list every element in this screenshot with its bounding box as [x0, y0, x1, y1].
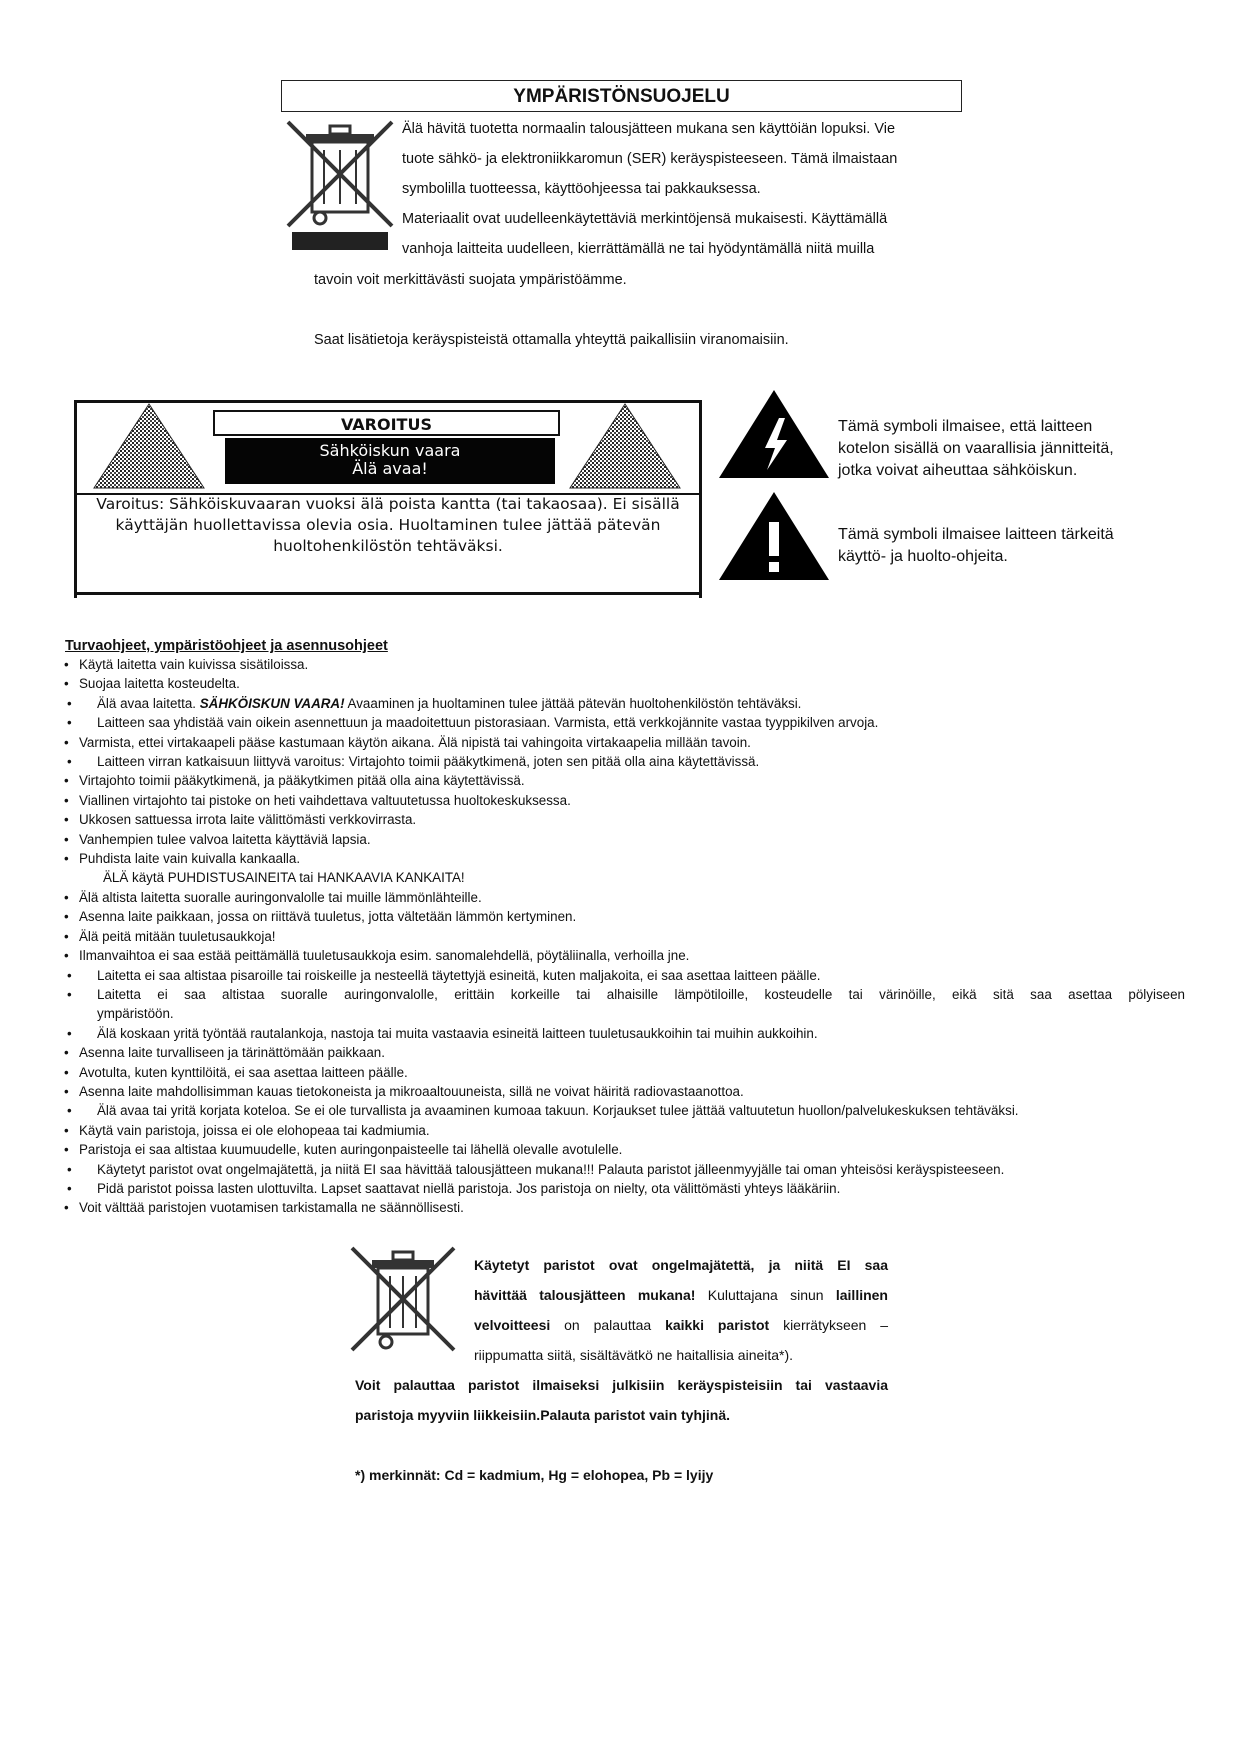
hazard-triangle-right-icon [568, 402, 682, 490]
battery-info-block [474, 1250, 888, 1370]
battery-line-2c: laillinen [835, 1287, 888, 1303]
safety-item: • Voit välttää paristojen vuotamisen tarkistamalla ne säännöllisesti. [63, 1198, 1185, 1217]
environment-more-info: Saat lisätietoja keräyspisteistä ottamalla yhteyttä paikallisiin viranomaisiin. [314, 332, 789, 348]
warning-shock-text: Sähköiskun vaara [319, 441, 461, 460]
lightning-symbol-line: kotelon sisällä on vaarallisia jännitteitä, [838, 440, 1114, 457]
safety-item-text: Älä avaa laitetta. [97, 695, 200, 711]
exclamation-warning-icon [717, 490, 831, 582]
safety-item: • Ukkosen sattuessa irrota laite välittömästi verkkovirrasta. [63, 810, 1185, 829]
safety-item-emphasis: SÄHKÖISKUN VAARA! [199, 695, 345, 711]
safety-item: • Älä koskaan yritä työntää rautalankoja, nastoja tai muita vastaavia esineitä laitteen tuuletusaukkoihin tai muihin aukkoihin. [63, 1024, 1185, 1043]
battery-note: *) merkinnät: Cd = kadmium, Hg = elohopea, Pb = lyijy [355, 1467, 714, 1483]
warning-text: Varoitus: Sähköiskuvaaran vuoksi älä poista kantta (tai takaosaa). Ei sisällä käyttäjän huollettavissa olevia osia. Huoltaminen tulee jättää pätevän huoltohenkilöstön tehtäväksi. [96, 495, 680, 555]
lightning-symbol-text [838, 416, 1114, 482]
safety-item: • Älä peitä mitään tuuletusaukkoja! [63, 927, 1185, 946]
warning-shock-block [225, 438, 555, 484]
safety-heading: Turvaohjeet, ympäristöohjeet ja asennusohjeet [65, 638, 388, 654]
lightning-symbol-line: jotka voivat aiheuttaa sähköiskun. [838, 462, 1078, 479]
safety-item: • Pidä paristot poissa lasten ulottuvilta. Lapset saattavat niellä paristoja. Jos paristoja on nielty, ota välittömästi yhteys lääkäriin. [63, 1179, 1185, 1198]
battery-line-3a: velvoitteesi [474, 1317, 551, 1333]
safety-item: • Käytä vain paristoja, joissa ei ole elohopeaa tai kadmiumia. [63, 1121, 1185, 1140]
safety-item: • Avotulta, kuten kynttilöitä, ei saa asettaa laitteen päälle. [63, 1063, 1185, 1082]
safety-item: • Virtajohto toimii pääkytkimenä, ja pääkytkimen pitää olla aina käytettävissä. [63, 771, 1185, 790]
battery-return-block [355, 1370, 888, 1430]
environment-text-line: vanhoja laitteita uudelleen, kierrättämällä ne tai hyödyntämällä niitä muilla [402, 241, 875, 257]
exclamation-symbol-line: käyttö- ja huolto-ohjeita. [838, 548, 1008, 565]
safety-item: • Suojaa laitetta kosteudelta. [63, 674, 1185, 693]
safety-item: ÄLÄ käytä PUHDISTUSAINEITA tai HANKAAVIA KANKAITA! [103, 870, 465, 886]
battery-line-4: riippumatta siitä, sisältävätkö ne haitallisia aineita*). [474, 1347, 794, 1363]
hazard-triangle-left-icon [92, 402, 206, 490]
battery-line-3b: on palauttaa [550, 1317, 666, 1333]
safety-item: • Asenna laite turvalliseen ja tärinättömään paikkaan. [63, 1043, 1185, 1062]
safety-list [63, 655, 1185, 1218]
environment-text-line: Materiaalit ovat uudelleenkäytettäviä merkintöjensä mukaisesti. Käyttämällä [402, 211, 888, 227]
warning-label-bottom-border [74, 592, 702, 595]
battery-line-6: paristoja myyviin liikkeisiin.Palauta paristot vain tyhjinä. [355, 1407, 731, 1423]
environment-title: YMPÄRISTÖNSUOJELU [281, 80, 962, 112]
safety-item: • Älä avaa tai yritä korjata koteloa. Se ei ole turvallista ja avaaminen kumoaa takuun. Korjaukset tulee jättää valtuutetun huollon/palvelukeskuksen tehtäväksi. [63, 1101, 1185, 1120]
safety-item: • Älä altista laitetta suoralle auringonvalolle tai muille lämmönlähteille. [63, 888, 1185, 907]
safety-item: • Laitetta ei saa altistaa suoralle auringonvalolle, erittäin korkeille tai alhaisille lämpötiloille, kosteudelle tai värinöille, eikä sitä saa asettaa pölyiseen [63, 985, 1185, 1004]
safety-item: • Laitetta ei saa altistaa pisaroille tai roiskeille ja nesteellä täytettyjä esineitä, kuten maljakoita, ei saa asettaa laitteen päälle. [63, 966, 1185, 985]
battery-line-3c: kaikki paristot [665, 1317, 770, 1333]
battery-line-3d: kierrätykseen – [769, 1317, 888, 1333]
lightning-symbol-line: Tämä symboli ilmaisee, että laitteen [838, 418, 1093, 435]
warning-do-not-open: Älä avaa! [352, 459, 428, 478]
safety-item: • Puhdista laite vain kuivalla kankaalla. [63, 849, 1185, 868]
safety-item: • Vanhempien tulee valvoa laitetta käyttäviä lapsia. [63, 830, 1185, 849]
safety-item: • Varmista, ettei virtakaapeli pääse kastumaan käytön aikana. Älä nipistä tai vahingoita virtakaapelia millään tavoin. [63, 733, 1185, 752]
safety-item-continuation: ympäristöön. [97, 1006, 174, 1022]
safety-item: • Laitteen virran katkaisuun liittyvä varoitus: Virtajohto toimii pääkytkimenä, joten sen pitää olla aina käytettävissä. [63, 752, 1185, 771]
battery-line-2b: Kuluttajana sinun [695, 1287, 836, 1303]
safety-item: • Viallinen virtajohto tai pistoke on heti vaihdettava valtuutetussa huoltokeskuksessa. [63, 791, 1185, 810]
safety-item [63, 694, 1185, 713]
safety-item: • Ilmanvaihtoa ei saa estää peittämällä tuuletusaukkoja esim. sanomalehdellä, pöytäliinalla, verhoilla jne. [63, 946, 1185, 965]
safety-item: • Käytä laitetta vain kuivissa sisätiloissa. [63, 655, 1185, 674]
safety-item: • Paristoja ei saa altistaa kuumuudelle, kuten auringonpaisteelle tai lähellä olevalle avotulelle. [63, 1140, 1185, 1159]
exclamation-symbol-text [838, 524, 1114, 568]
safety-item: • Laitteen saa yhdistää vain oikein asennettuun ja maadoitettuun pistorasiaan. Varmista, että verkkojännite vastaa tyyppikilven arvoja. [63, 713, 1185, 732]
safety-item: • Asenna laite paikkaan, jossa on riittävä tuuletus, jotta vältetään lämmön kertyminen. [63, 907, 1185, 926]
battery-bin-icon [348, 1244, 458, 1354]
environment-text-line: Älä hävitä tuotetta normaalin talousjätteen mukana sen käyttöiän lopuksi. Vie [402, 121, 896, 137]
safety-item: • Asenna laite mahdollisimman kauas tietokoneista ja mikroaaltouuneista, sillä ne voivat häiritä radiovastaanottoa. [63, 1082, 1185, 1101]
battery-line-5: Voit palauttaa paristot ilmaiseksi julkisiin keräyspisteisiin tai vastaavia [355, 1377, 888, 1393]
battery-line-2a: hävittää talousjätteen mukana! [474, 1287, 696, 1303]
environment-text-line: tavoin voit merkittävästi suojata ympäristöämme. [314, 272, 627, 288]
environment-text-line: tuote sähkö- ja elektroniikkaromun (SER) keräyspisteeseen. Tämä ilmaistaan [402, 151, 898, 167]
weee-bin-icon [284, 118, 396, 254]
safety-item-text: Avaaminen ja huoltaminen tulee jättää pätevän huoltohenkilöstön tehtäväksi. [344, 695, 802, 711]
exclamation-symbol-line: Tämä symboli ilmaisee laitteen tärkeitä [838, 526, 1114, 543]
environment-text-line: symbolilla tuotteessa, käyttöohjeessa tai pakkauksessa. [402, 181, 761, 197]
battery-line-1: Käytetyt paristot ovat ongelmajätettä, ja niitä EI saa [474, 1257, 888, 1273]
safety-item: • Käytetyt paristot ovat ongelmajätettä, ja niitä EI saa hävittää talousjätteen mukana!!! Palauta paristot jälleenmyyjälle tai oman yhteisösi keräyspisteeseen. [63, 1160, 1185, 1179]
lightning-warning-icon [717, 388, 831, 480]
warning-header: VAROITUS [213, 410, 560, 436]
